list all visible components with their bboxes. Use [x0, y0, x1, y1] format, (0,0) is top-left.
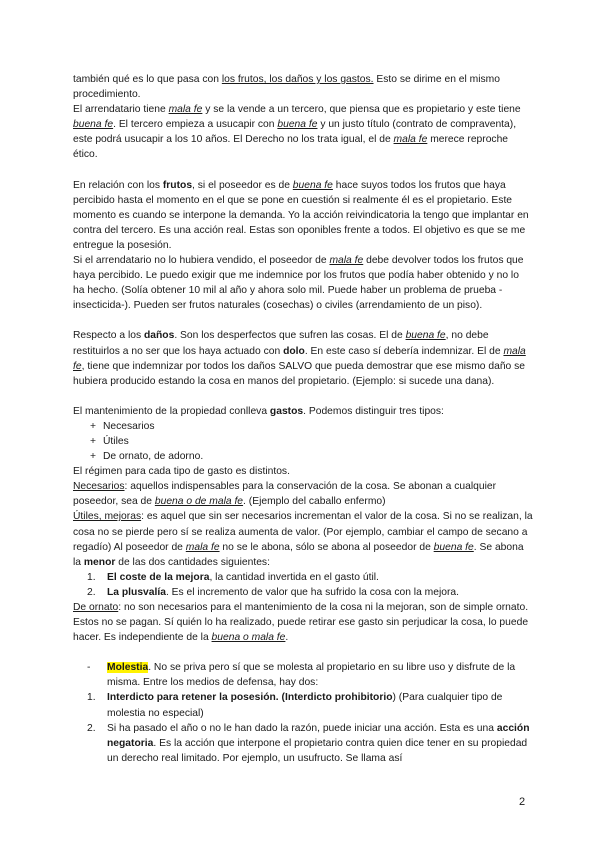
paragraph-gastos: El mantenimiento de la propiedad conlleva gastos. Podemos distinguir tres tipos: [73, 405, 444, 417]
paragraph-necesarios: Necesarios: aquellos indispensables para la conservación de la cosa. Se abonan a cualquier poseedor, sea de buena o de mala fe. (Ejemplo del caballo enfermo) [73, 481, 497, 508]
molestia-list [73, 660, 533, 690]
document-body [73, 72, 533, 766]
plus-bullet-icon: + [90, 435, 97, 447]
list-item: 2. La plusvalía. Es el incremento de valor que ha sufrido la cosa con la mejora. [87, 586, 459, 598]
paragraph-intro [73, 72, 533, 102]
mejoras-list [73, 570, 533, 600]
page-number: 2 [519, 796, 526, 808]
list-item: + De ornato, de adorno. [73, 449, 533, 464]
list-item: 2. Si ha pasado el año o no le han dado la razón, puede iniciar una acción. Esta es una acción negatoria. Es la acción que interpone el propietario contra quien dice tener en su propiedad un derecho real limitado. Por ejemplo, un usufructo. Se llama así [87, 722, 530, 764]
highlighted-term: Molestia [107, 662, 149, 674]
plus-bullet-icon: + [90, 420, 97, 432]
defensa-list [73, 690, 533, 765]
underlined-text: los frutos, los daños y los gastos. [221, 74, 374, 85]
list-item: + Necesarios [73, 419, 533, 434]
paragraph-frutos: En relación con los frutos, si el poseedor es de buena fe hace suyos todos los frutos que haya percibido hasta el momento en el que se pone en cuestión si realmente él es el propietario. Este momento es cuando se interpone la demanda. Yo la acción reivindicatoria la tengo que implantar en contra del tercero. Es una acción real. Estas son oponibles frente a todos. El objetivo es que se me entregue la posesión. [73, 179, 529, 251]
gastos-types-list [73, 419, 533, 464]
plus-bullet-icon: + [90, 451, 97, 463]
paragraph-frutos-mala-fe: Si el arrendatario no lo hubiera vendido, el poseedor de mala fe debe devolver todos los frutos que haya percibido. Le puedo exigir que me indemnice por los frutos que podía haber obtenido y no lo ha hecho. (Solía obtener 10 mil al año y ahora solo mil. Puede haber un problema de prueba -insecticida-). Pueden ser frutos naturales (cosechas) o civiles (arrendamiento de un piso). [73, 255, 524, 312]
text: también qué es lo que pasa con [73, 74, 222, 85]
paragraph-utiles: Útiles, mejoras: es aquel que sin ser necesarios incrementan el valor de la cosa. Si no se realizan, la cosa no se pierde pero sí se realiza aumenta de valor. (Por ejemplo, cambiar el campo de secano a regadío) Al poseedor de mala fe no se le abona, sólo se abona al poseedor de buena fe. Se abona la menor de las dos cantidades siguientes: [73, 511, 533, 568]
list-item: - Molestia. No se priva pero sí que se molesta al propietario en su libre uso y disfrute de la misma. Entre los medios de defensa, hay dos: [87, 662, 516, 689]
paragraph-ornato: De ornato: no son necesarios para el mantenimiento de la cosa ni la mejoran, son de simple ornato. Estos no se pagan. Sí quién lo ha realizado, puede retirar ese gasto sin perjudicar la cosa, lo puede hacer. Es independiente de la buena o mala fe. [73, 602, 529, 644]
text: Esto se dirime en el mismo procedimiento. [73, 74, 500, 101]
paragraph-arrendatario: El arrendatario tiene mala fe y se la vende a un tercero, que piensa que es propietario y este tiene buena fe. El tercero empieza a usucapir con buena fe y un justo título (contrato de compraventa), este podrá usucapir a los 10 años. El Derecho no los trata igual, el de mala fe merece reproche ético. [73, 104, 521, 161]
list-item: + Útiles [73, 434, 533, 449]
list-item: 1. El coste de la mejora, la cantidad invertida en el gasto útil. [87, 571, 379, 583]
dash-bullet-icon: - [87, 662, 91, 674]
paragraph-regimen: El régimen para cada tipo de gasto es distintos. [73, 466, 290, 478]
paragraph-danos: Respecto a los daños. Son los desperfectos que sufren las cosas. El de buena fe, no debe restituirlos a no ser que los haya actuado con dolo. En este caso sí debería indemnizar. El de mala fe, tiene que indemnizar por todos los daños SALVO que pueda demostrar que ese mismo daño se hubiera producido estando la cosa en manos del propietario. (Ejemplo: si sucede una dana). [73, 330, 526, 387]
list-item: 1. Interdicto para retener la posesión. (Interdicto prohibitorio) (Para cualquier tipo de molestia no especial) [87, 692, 503, 719]
